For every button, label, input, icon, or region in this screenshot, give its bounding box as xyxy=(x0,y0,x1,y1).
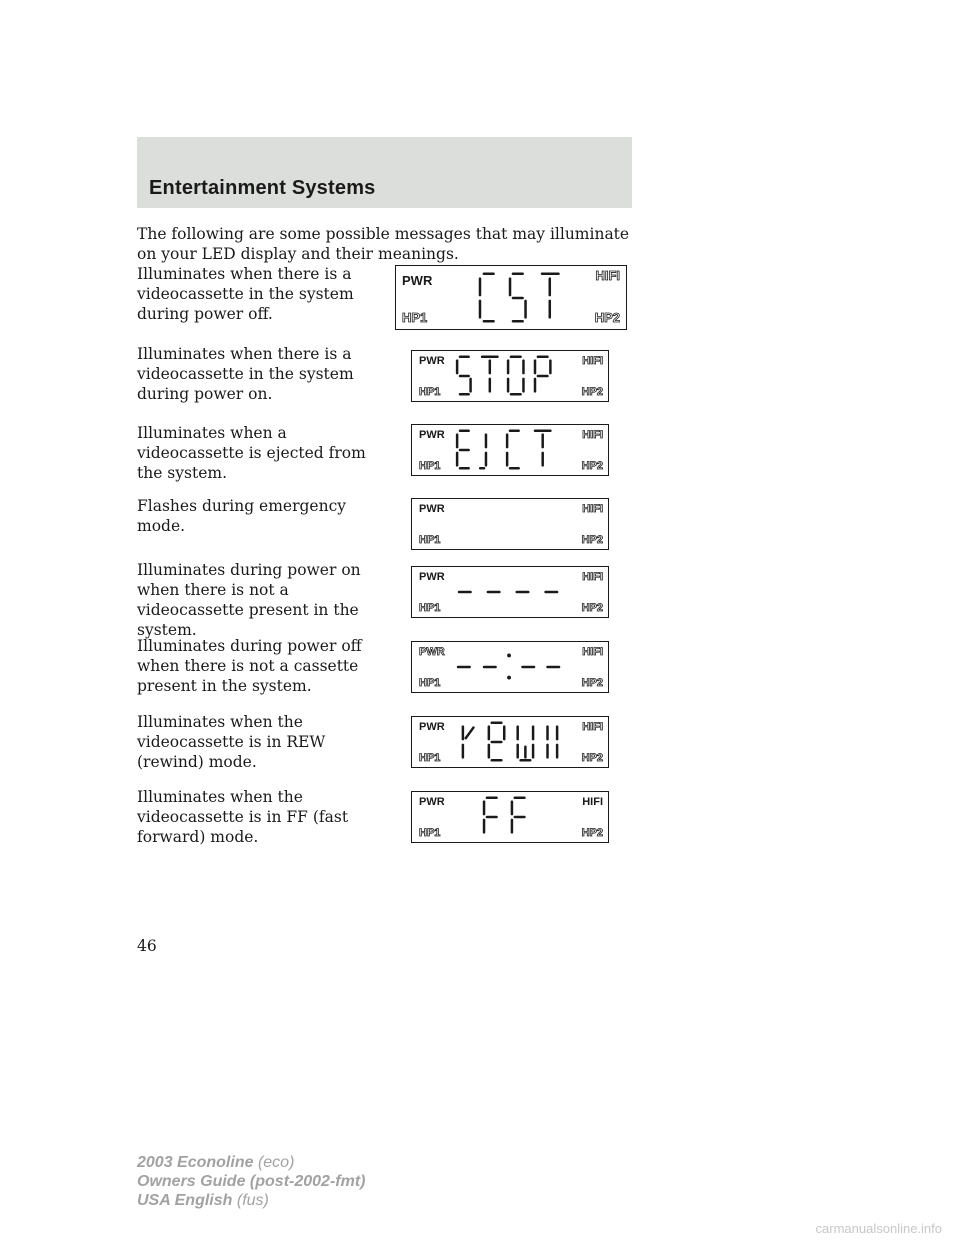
message-description: Illuminates when there is a videocassette in the system during power off. xyxy=(137,265,354,323)
hp2-indicator: HP2 xyxy=(581,534,603,546)
footer-line-3 xyxy=(137,1191,365,1210)
document-footer xyxy=(137,1153,365,1210)
pwr-indicator: PWR xyxy=(419,571,445,583)
message-description: Illuminates when there is a videocassette in the system during power on. xyxy=(137,345,354,403)
message-description: Illuminates during power off when there is not a cassette present in the system. xyxy=(137,637,362,695)
led-display-cst xyxy=(395,265,627,330)
segment-digits xyxy=(412,425,608,475)
hp1-indicator: HP1 xyxy=(419,827,441,839)
section-header xyxy=(137,137,632,208)
led-display-eject xyxy=(411,424,609,476)
hifi-indicator: HIFI xyxy=(582,429,603,441)
led-display-fast-forward xyxy=(411,791,609,843)
hp2-indicator: HP2 xyxy=(594,310,620,325)
hifi-indicator: HIFI xyxy=(582,503,603,515)
pwr-indicator: PWR xyxy=(419,429,445,441)
message-description: Illuminates when the videocassette is in FF (fast forward) mode. xyxy=(137,788,349,846)
led-display-stop xyxy=(411,350,609,402)
hifi-indicator: HIFI xyxy=(582,646,603,658)
footer-model-code: (eco) xyxy=(257,1154,295,1171)
led-display-rewind xyxy=(411,716,609,768)
hp1-indicator: HP1 xyxy=(419,602,441,614)
message-description: Flashes during emergency mode. xyxy=(137,497,347,535)
segment-digits xyxy=(412,642,608,692)
led-display-emergency xyxy=(411,498,609,550)
hp2-indicator: HP2 xyxy=(581,602,603,614)
hifi-indicator: HIFI xyxy=(582,796,603,808)
segment-digits xyxy=(412,792,608,842)
footer-line-2: Owners Guide (post-2002-fmt) xyxy=(137,1173,366,1190)
footer-model: 2003 Econoline xyxy=(137,1154,254,1171)
footer-line-1 xyxy=(137,1153,365,1172)
pwr-indicator: PWR xyxy=(419,646,445,658)
segment-digits xyxy=(396,266,626,329)
hp1-indicator: HP1 xyxy=(419,460,441,472)
segment-digits xyxy=(412,567,608,617)
hifi-indicator: HIFI xyxy=(582,721,603,733)
footer-language: USA English xyxy=(137,1192,233,1209)
pwr-indicator: PWR xyxy=(419,503,445,515)
segment-digits xyxy=(412,351,608,401)
hifi-indicator: HIFI xyxy=(582,571,603,583)
message-description: Illuminates when the videocassette is in REW (rewind) mode. xyxy=(137,713,326,771)
pwr-indicator: PWR xyxy=(419,721,445,733)
hp2-indicator: HP2 xyxy=(581,752,603,764)
message-description: Illuminates during power on when there is not a videocassette present in the system. xyxy=(137,561,361,639)
pwr-indicator: PWR xyxy=(402,273,433,288)
hifi-indicator: HIFI xyxy=(595,268,620,283)
pwr-indicator: PWR xyxy=(419,355,445,367)
hp1-indicator: HP1 xyxy=(419,677,441,689)
pwr-indicator: PWR xyxy=(419,796,445,808)
led-display-no-tape-on xyxy=(411,566,609,618)
hifi-indicator: HIFI xyxy=(582,355,603,367)
hp1-indicator: HP1 xyxy=(419,534,441,546)
watermark: carmanualsonline.info xyxy=(815,1221,942,1236)
section-title: Entertainment Systems xyxy=(149,177,376,199)
hp2-indicator: HP2 xyxy=(581,677,603,689)
hp2-indicator: HP2 xyxy=(581,460,603,472)
message-description: Illuminates when a videocassette is ejected from the system. xyxy=(137,424,366,482)
hp1-indicator: HP1 xyxy=(419,386,441,398)
hp2-indicator: HP2 xyxy=(581,827,603,839)
page-number: 46 xyxy=(137,937,157,955)
hp1-indicator: HP1 xyxy=(402,310,428,325)
footer-language-code: (fus) xyxy=(236,1192,269,1209)
hp1-indicator: HP1 xyxy=(419,752,441,764)
segment-digits xyxy=(412,717,608,767)
intro-paragraph: The following are some possible messages that may illuminate on your LED display and their meanings. xyxy=(137,225,630,263)
led-display-no-tape-off xyxy=(411,641,609,693)
hp2-indicator: HP2 xyxy=(581,386,603,398)
